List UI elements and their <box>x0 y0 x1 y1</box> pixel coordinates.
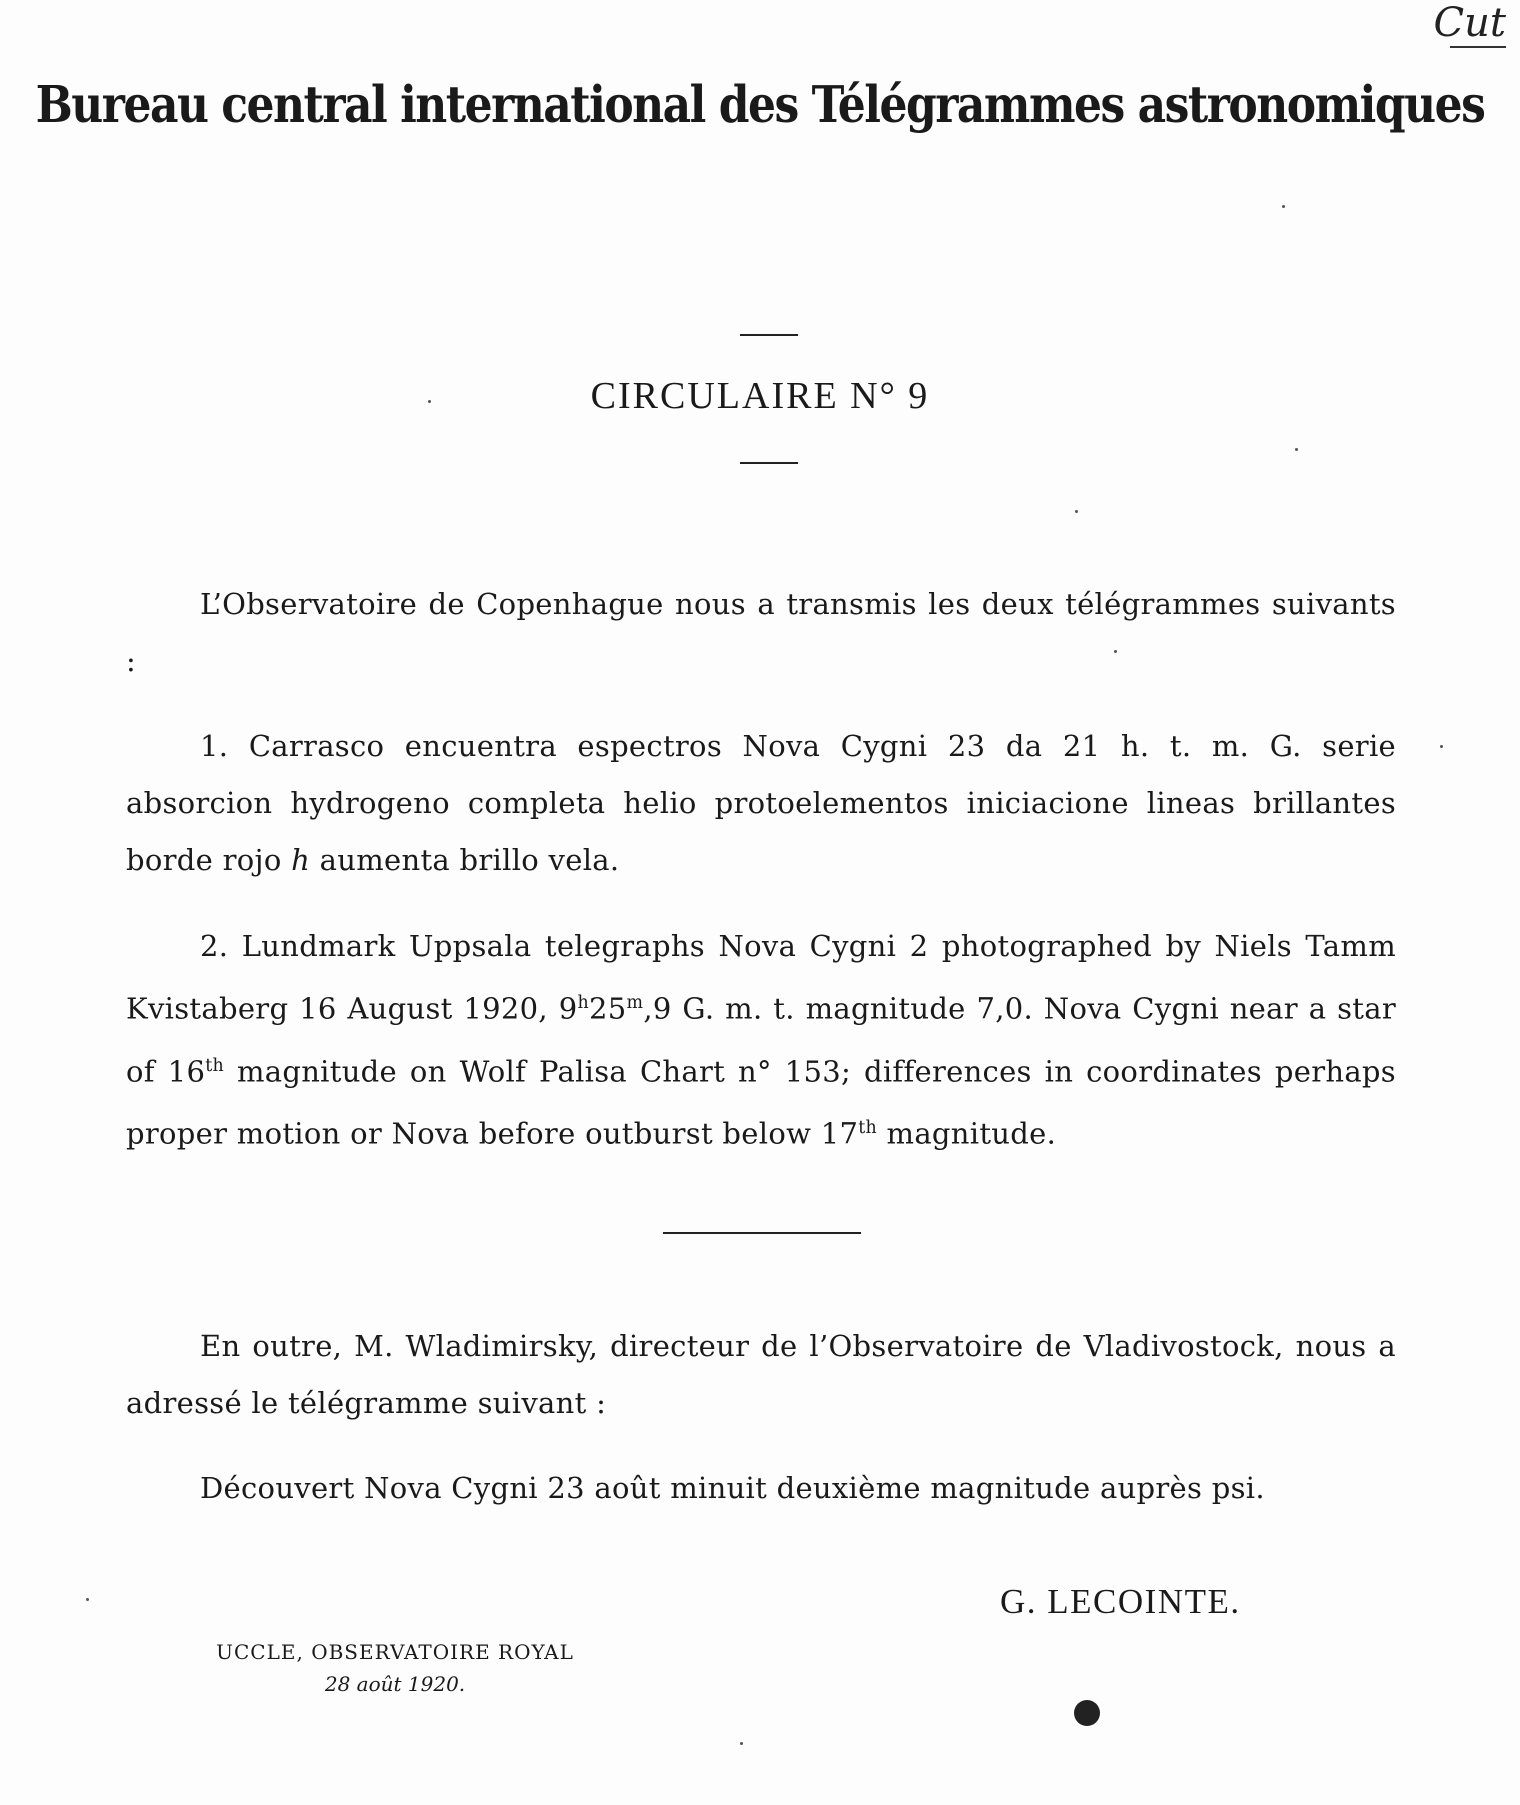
item-1-text-a: Carrasco encuentra espectros Nova Cygni 23 da 21 h. t. m. G. serie absorcion hydrogeno completa helio protoelementos iniciacione lineas brillantes borde rojo <box>126 729 1396 877</box>
paper-speck <box>1295 448 1298 451</box>
paper-speck <box>86 1598 89 1601</box>
item-2-sup-m: m <box>626 993 644 1013</box>
signature: G. LECOINTE. <box>1000 1582 1241 1621</box>
circular-title: CIRCULAIRE N° 9 <box>590 375 930 417</box>
second-intro-paragraph: En outre, M. Wladimirsky, directeur de l’Observatoire de Vladivostock, nous a adressé le télégramme suivant : <box>126 1329 1396 1420</box>
item-2-text-3: ,9 G. m. t. magnitude 7,0. Nova Cygni near a star of 16 <box>126 991 1396 1089</box>
place-line: UCCLE, OBSERVATOIRE ROYAL <box>216 1640 574 1664</box>
item-2-text-5: magnitude. <box>886 1116 1057 1151</box>
item-1-number: 1. <box>200 729 229 763</box>
intro-paragraph: L’Observatoire de Copenhague nous a transmis les deux télégrammes suivants : <box>126 587 1396 678</box>
telegram-item-1 <box>126 718 1396 889</box>
item-2-sup-th-2: th <box>858 1118 878 1139</box>
paper-speck <box>1075 510 1078 513</box>
second-telegram: Découvert Nova Cygni 23 août minuit deuxième magnitude auprès psi. <box>200 1471 1265 1505</box>
item-1-h-italic: h <box>291 843 311 877</box>
paper-speck <box>1282 205 1285 208</box>
item-2-text-2: 25 <box>589 991 627 1026</box>
handwritten-corner-mark: Cut <box>1433 0 1506 46</box>
item-2-sup-h: h <box>577 993 590 1013</box>
item-2-number: 2. <box>200 929 229 963</box>
telegram-item-2 <box>126 918 1396 1163</box>
item-1-text-b: aumenta brillo vela. <box>319 843 620 877</box>
paper-speck <box>1440 745 1443 748</box>
item-2-sup-th-1: th <box>205 1055 225 1076</box>
paper-speck <box>428 400 431 403</box>
section-divider <box>663 1232 861 1234</box>
date-line: 28 août 1920. <box>324 1672 466 1696</box>
corner-underline <box>1450 46 1506 48</box>
rule-below-circular <box>740 462 798 464</box>
ink-blot-mark <box>1074 1700 1100 1726</box>
item-2-text-4: magnitude on Wolf Palisa Chart n° 153; differences in coordinates perhaps proper motion or Nova before outburst below 17 <box>126 1054 1396 1151</box>
paper-speck <box>740 1742 743 1745</box>
rule-above-circular <box>740 334 798 336</box>
bureau-header-title: Bureau central international des Télégrammes astronomiques <box>35 76 1485 135</box>
paper-speck <box>1114 650 1117 653</box>
item-2-text-1: Lundmark Uppsala telegraphs Nova Cygni 2 photographed by Niels Tamm Kvistaberg 16 August 1920, 9 <box>126 929 1396 1026</box>
